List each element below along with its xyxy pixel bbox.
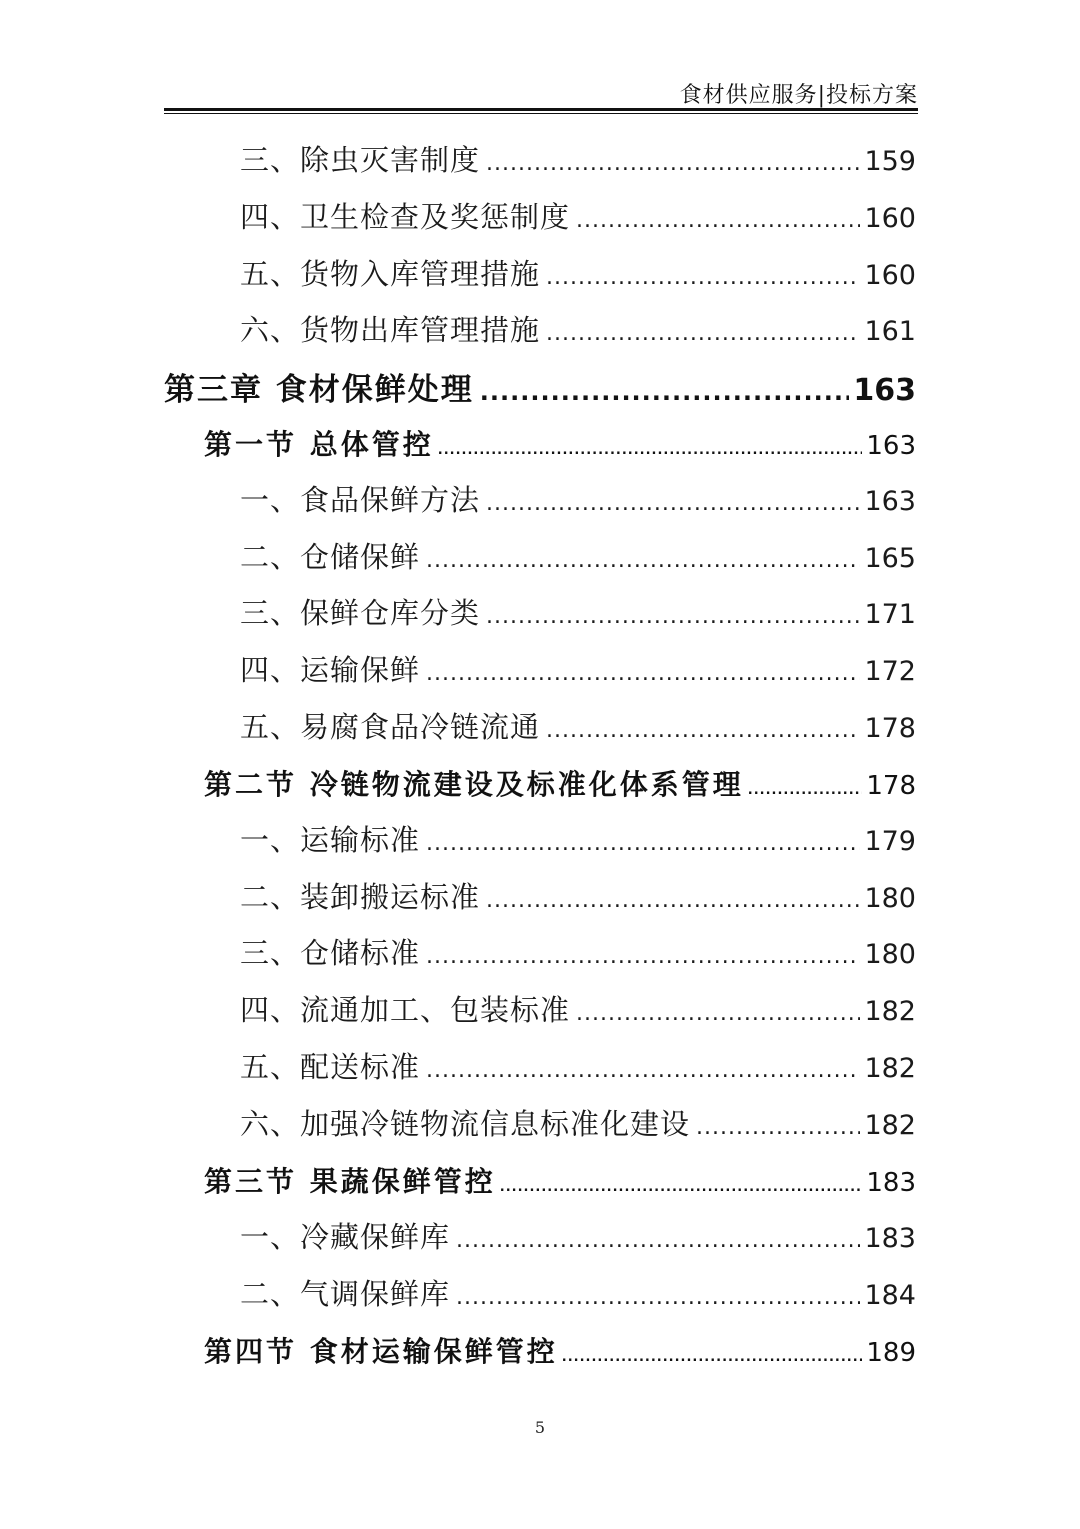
- toc-entry-label: 二、仓储保鲜: [240, 540, 421, 574]
- toc-entry-label: 第三节 果蔬保鲜管控: [204, 1165, 496, 1198]
- toc-entry[interactable]: [240, 1045, 916, 1086]
- toc-section-entry[interactable]: [204, 763, 916, 803]
- toc-entry-label: 一、运输标准: [240, 823, 421, 857]
- toc-section-entry[interactable]: [204, 1330, 916, 1370]
- toc-entry-label: 二、装卸搬运标准: [240, 880, 481, 914]
- toc-entry-label: 三、除虫灭害制度: [240, 143, 481, 177]
- toc-entry[interactable]: [240, 988, 916, 1029]
- toc-entry-label: 四、卫生检查及奖惩制度: [240, 200, 571, 234]
- toc-entry-label: 五、配送标准: [240, 1050, 421, 1084]
- dot-leader: [456, 1228, 860, 1250]
- toc-chapter-entry[interactable]: [164, 364, 916, 409]
- page-header: [164, 76, 918, 116]
- toc-entry[interactable]: [240, 818, 916, 859]
- toc-entry-page: 182: [864, 1053, 916, 1084]
- toc-entry[interactable]: [240, 308, 916, 349]
- toc-entry-label: 五、货物入库管理措施: [240, 257, 541, 291]
- toc-entry-page: 182: [864, 996, 916, 1027]
- dot-leader: [576, 208, 860, 230]
- toc-entry[interactable]: [240, 138, 916, 179]
- dot-leader: [546, 321, 860, 343]
- dot-leader: [486, 151, 860, 173]
- header-rule-thin: [164, 113, 918, 114]
- dot-leader: [546, 265, 860, 287]
- dot-leader: [562, 1350, 863, 1363]
- toc-entry-label: 第四节 食材运输保鲜管控: [204, 1335, 558, 1368]
- page-number: 5: [534, 1418, 546, 1437]
- toc-entry-page: 182: [864, 1110, 916, 1141]
- toc-entry-page: 163: [864, 486, 916, 517]
- toc-entry[interactable]: [240, 1102, 916, 1143]
- dot-leader: [456, 1285, 860, 1307]
- dot-leader: [486, 888, 860, 910]
- dot-leader: [486, 491, 860, 513]
- toc-section-entry[interactable]: [204, 1160, 916, 1200]
- toc-entry[interactable]: [240, 252, 916, 293]
- toc-entry-label: 四、流通加工、包装标准: [240, 993, 571, 1027]
- toc-entry-page: 163: [853, 373, 916, 408]
- toc-entry-page: 183: [864, 1223, 916, 1254]
- dot-leader: [576, 1001, 860, 1023]
- toc-entry[interactable]: [240, 648, 916, 689]
- toc-entry[interactable]: [240, 591, 916, 632]
- dot-leader: [546, 718, 860, 740]
- toc-entry-page: 179: [864, 826, 916, 857]
- toc-entry-label: 二、气调保鲜库: [240, 1277, 451, 1311]
- toc-entry-page: 189: [866, 1338, 916, 1368]
- toc-entry-page: 183: [866, 1168, 916, 1198]
- toc-entry[interactable]: [240, 705, 916, 746]
- document-title: 食材供应服务|投标方案: [679, 83, 918, 108]
- toc-entry[interactable]: [240, 1215, 916, 1256]
- toc-entry-page: 171: [864, 599, 916, 630]
- toc-entry-label: 第三章 食材保鲜处理: [164, 372, 474, 408]
- toc-entry-label: 六、加强冷链物流信息标准化建设: [240, 1107, 691, 1141]
- toc-entry-label: 三、仓储标准: [240, 936, 421, 970]
- toc-entry-label: 五、易腐食品冷链流通: [240, 710, 541, 744]
- toc-entry[interactable]: [240, 875, 916, 916]
- toc-entry-page: 180: [864, 883, 916, 914]
- dot-leader: [426, 944, 860, 966]
- toc-entry-label: 三、保鲜仓库分类: [240, 596, 481, 630]
- toc-entry-label: 第二节 冷链物流建设及标准化体系管理: [204, 768, 744, 801]
- dot-leader: [486, 604, 860, 626]
- toc-entry[interactable]: [240, 535, 916, 576]
- toc-entry-page: 159: [864, 146, 916, 177]
- dot-leader: [748, 783, 863, 796]
- toc-entry[interactable]: [240, 931, 916, 972]
- dot-leader: [438, 443, 863, 456]
- dot-leader: [500, 1180, 863, 1193]
- toc-entry-page: 178: [866, 771, 916, 801]
- toc-entry-page: 163: [866, 431, 916, 461]
- toc-entry-page: 180: [864, 939, 916, 970]
- toc-entry-label: 第一节 总体管控: [204, 428, 434, 461]
- header-rule: [164, 108, 918, 111]
- toc-entry-page: 160: [864, 203, 916, 234]
- toc-entry-page: 160: [864, 260, 916, 291]
- toc-entry-page: 161: [864, 316, 916, 347]
- dot-leader: [426, 1058, 860, 1080]
- toc-entry[interactable]: [240, 478, 916, 519]
- toc-entry-label: 一、冷藏保鲜库: [240, 1220, 451, 1254]
- dot-leader: [426, 548, 860, 570]
- dot-leader: [696, 1115, 860, 1137]
- toc-entry[interactable]: [240, 195, 916, 236]
- dot-leader: [426, 661, 860, 683]
- toc-entry-page: 178: [864, 713, 916, 744]
- dot-leader: [426, 831, 860, 853]
- dot-leader: [480, 378, 850, 402]
- toc-section-entry[interactable]: [204, 423, 916, 463]
- toc-entry-page: 184: [864, 1280, 916, 1311]
- toc-entry[interactable]: [240, 1272, 916, 1313]
- toc-entry-label: 六、货物出库管理措施: [240, 313, 541, 347]
- toc-entry-label: 一、食品保鲜方法: [240, 483, 481, 517]
- toc-entry-page: 165: [864, 543, 916, 574]
- toc-entry-label: 四、运输保鲜: [240, 653, 421, 687]
- toc-entry-page: 172: [864, 656, 916, 687]
